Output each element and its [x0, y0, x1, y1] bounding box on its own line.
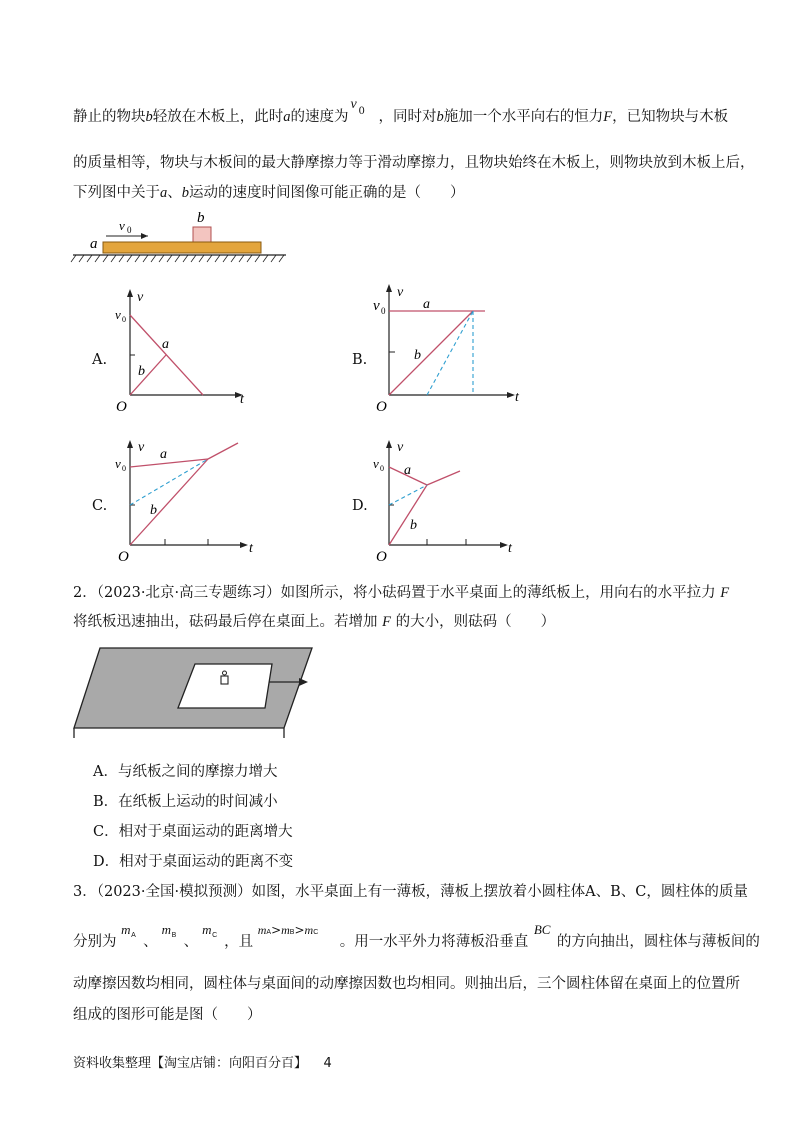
curve-a-label: a	[404, 463, 411, 478]
origin-label: O	[376, 549, 387, 565]
mass-mA: m A	[121, 922, 136, 939]
q3-line1: 3．（2023·全国·模拟预测）如图，水平桌面上有一薄板，薄板上摆放着小圆柱体A、B、C，圆柱体的质量	[73, 884, 748, 900]
q1-line1: 静止的物块b轻放在木板上，此时a的速度为 v 0 ，同时对b施加一个水平向右的恒力F，已知物块与木板	[73, 97, 729, 125]
block-b-label: b	[197, 210, 205, 226]
mass-inequality: mA>mB>mC	[257, 923, 319, 937]
q2-option-d[interactable]: D．相对于桌面运动的距离不变	[93, 854, 294, 870]
curve-b-label: b	[138, 364, 145, 379]
v0-tick-sub: 0	[122, 464, 126, 473]
segment-BC: BC	[533, 922, 551, 937]
t-axis-label: t	[508, 541, 512, 556]
q1-line2: 的质量相等，物块与木板间的最大静摩擦力等于滑动摩擦力，且物块始终在木板上，则物块放到木板上后，	[73, 155, 755, 171]
q2-option-c[interactable]: C．相对于桌面运动的距离增大	[93, 824, 293, 840]
v0-tick-label: v	[115, 456, 121, 471]
v-axis-arrowhead	[127, 440, 133, 448]
line-common	[427, 471, 460, 485]
option-a-label[interactable]: A.	[92, 352, 108, 368]
weight-knob	[223, 671, 227, 675]
v-axis-label: v	[137, 290, 144, 305]
graph-c[interactable]	[110, 433, 270, 565]
origin-label: O	[376, 399, 387, 413]
graph-a[interactable]	[110, 283, 260, 413]
line-b	[130, 355, 166, 395]
mass-mC: m C	[202, 922, 218, 939]
v-axis-arrowhead	[386, 440, 392, 448]
v-axis-arrowhead	[127, 289, 133, 297]
force-arrowhead	[299, 678, 308, 686]
line-b	[389, 485, 427, 545]
q3-line2: 分别为 m A 、 m B 、 m C ，且 mA>mB>mC 。用一水平外力将薄板沿垂直 BC 的方向抽出，圆柱体与薄板间的	[73, 922, 760, 950]
q3-line4: 组成的图形可能是图（ ）	[73, 1007, 262, 1023]
q2-figure-table-board	[72, 640, 322, 740]
v-axis-label: v	[138, 440, 145, 455]
page-number: 4	[323, 1056, 332, 1071]
line-b	[130, 459, 208, 545]
board-a	[103, 242, 261, 253]
v0-label: v	[119, 218, 125, 233]
velocity-arrowhead	[141, 233, 148, 239]
v0-tick-sub: 0	[381, 306, 386, 316]
q2-option-b[interactable]: B．在纸板上运动的时间减小	[93, 794, 278, 810]
mass-mB: m B	[161, 922, 177, 939]
t-axis-label: t	[249, 541, 253, 556]
weight-body	[221, 676, 228, 684]
footer	[73, 1052, 332, 1071]
line-b	[389, 311, 473, 395]
curve-a-label: a	[160, 447, 167, 462]
graph-b[interactable]	[370, 277, 530, 413]
ground-hatching	[71, 255, 284, 262]
t-axis-label: t	[515, 390, 519, 405]
v-axis-label: v	[397, 285, 404, 300]
curve-b-label: b	[414, 348, 421, 363]
t-axis-arrowhead	[507, 392, 515, 398]
option-b-label[interactable]: B.	[352, 352, 368, 368]
origin-label: O	[116, 399, 127, 413]
q1-setup-figure	[68, 205, 298, 270]
q2-line1: 2．（2023·北京·高三专题练习）如图所示，将小砝码置于水平桌面上的薄纸板上，用向右的水平拉力 F	[73, 585, 730, 601]
q1-line3: 下列图中关于a、b运动的速度时间图像可能正确的是（ ）	[73, 185, 465, 201]
line-common	[208, 443, 238, 459]
v0-tick-label: v	[115, 307, 121, 322]
v0-tick-label: v	[373, 456, 379, 471]
block-b	[193, 227, 211, 242]
curve-b-label: b	[150, 503, 157, 518]
v-axis-label: v	[397, 440, 404, 455]
v0-tick-sub: 0	[380, 464, 384, 473]
t-axis-label: t	[240, 392, 244, 407]
curve-a-label: a	[162, 337, 169, 352]
dashed-line	[427, 311, 473, 395]
graph-d[interactable]	[370, 433, 530, 565]
v-axis-arrowhead	[386, 284, 392, 292]
curve-b-label: b	[410, 518, 417, 533]
q2-option-a[interactable]: A．与纸板之间的摩擦力增大	[93, 764, 278, 780]
option-c-label[interactable]: C.	[92, 498, 108, 514]
v0-symbol: v 0	[350, 97, 365, 117]
curve-a-label: a	[423, 297, 430, 312]
q3-line3: 动摩擦因数均相同，圆柱体与桌面间的动摩擦因数也均相同。则抽出后，三个圆柱体留在桌面上的位置所	[73, 976, 740, 992]
origin-label: O	[118, 549, 129, 565]
footer-text: 资料收集整理【淘宝店铺：向阳百分百】	[73, 1056, 308, 1071]
option-d-label[interactable]: D.	[352, 498, 368, 514]
v0-tick-label: v	[373, 298, 380, 314]
v0-label-sub: 0	[127, 225, 132, 235]
v0-tick-sub: 0	[122, 315, 126, 324]
t-axis-arrowhead	[240, 542, 248, 548]
board-a-label: a	[90, 236, 98, 252]
t-axis-arrowhead	[500, 542, 508, 548]
q2-line2: 将纸板迅速抽出，砝码最后停在桌面上。若增加 F 的大小，则砝码（ ）	[73, 614, 556, 630]
